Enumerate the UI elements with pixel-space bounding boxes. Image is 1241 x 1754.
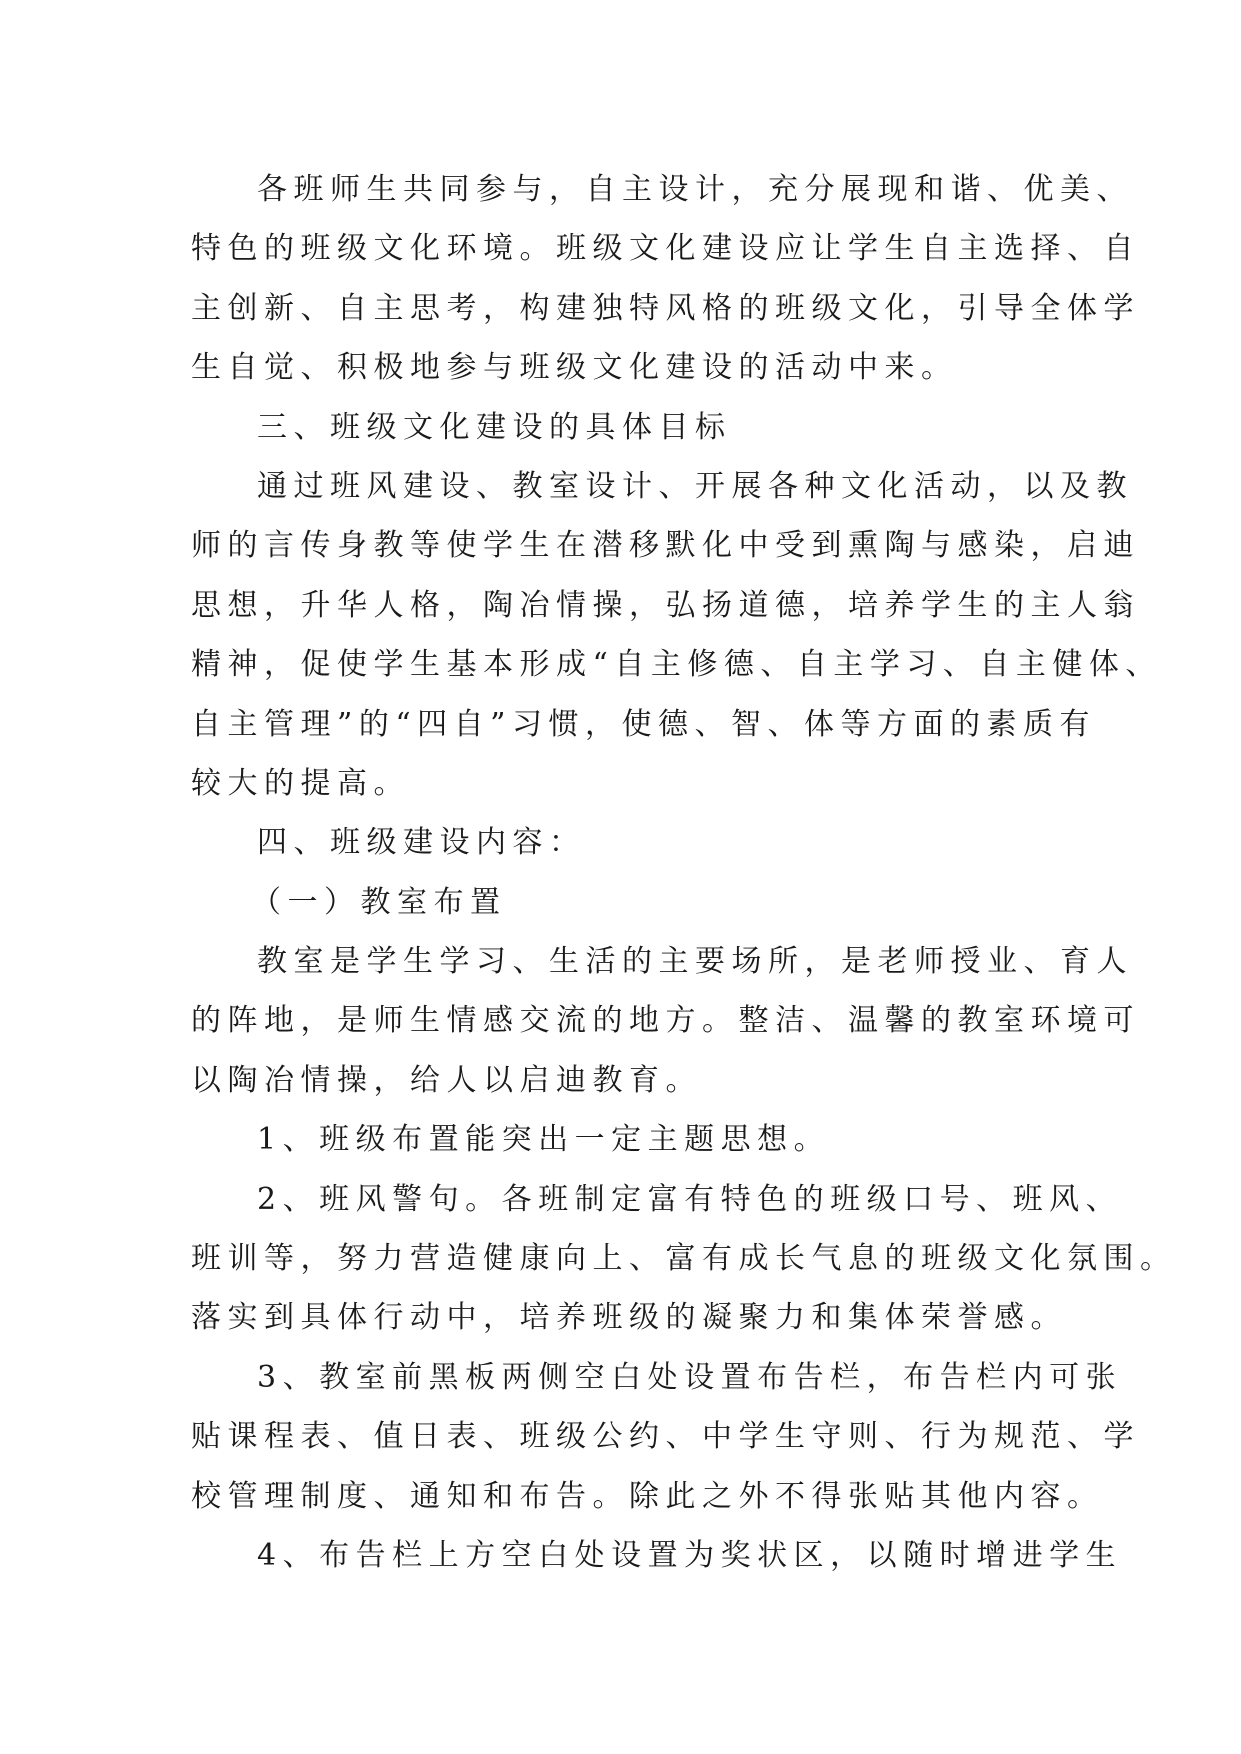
subsection-heading: （一）教室布置: [251, 884, 507, 920]
paragraph-line: 较大的提高。: [191, 765, 410, 801]
section-heading: 三、班级文化建设的具体目标: [257, 409, 732, 445]
paragraph-line: 校管理制度、通知和布告。除此之外不得张贴其他内容。: [191, 1478, 1104, 1514]
document-body: [191, 160, 1177, 1585]
paragraph-line: 精神，促使学生基本形成“自主修德、自主学习、自主健体、: [191, 647, 1162, 683]
list-item: 3、教室前黑板两侧空白处设置布告栏，布告栏内可张: [257, 1359, 1123, 1395]
paragraph-line: 特色的班级文化环境。班级文化建设应让学生自主选择、自: [191, 231, 1140, 267]
paragraph-line: 班训等，努力营造健康向上、富有成长气息的班级文化氛围。: [191, 1241, 1177, 1277]
paragraph-line: 落实到具体行动中，培养班级的凝聚力和集体荣誉感。: [191, 1300, 1067, 1336]
paragraph-line: 通过班风建设、教室设计、开展各种文化活动，以及教: [257, 468, 1133, 504]
paragraph-line: 各班师生共同参与，自主设计，充分展现和谐、优美、: [257, 172, 1133, 207]
paragraph-line: 师的言传身教等使学生在潜移默化中受到熏陶与感染，启迪: [191, 528, 1140, 564]
list-item: 4、布告栏上方空白处设置为奖状区，以随时增进学生: [257, 1537, 1123, 1573]
paragraph-line: 教室是学生学习、生活的主要场所，是老师授业、育人: [257, 944, 1133, 980]
list-item: 1、班级布置能突出一定主题思想。: [257, 1122, 831, 1158]
paragraph-line: 思想，升华人格，陶冶情操，弘扬道德，培养学生的主人翁: [191, 587, 1140, 623]
paragraph-line: 贴课程表、值日表、班级公约、中学生守则、行为规范、学: [191, 1419, 1140, 1455]
section-heading: 四、班级建设内容：: [257, 825, 586, 861]
paragraph-line: 自主管理”的“四自”习惯，使德、智、体等方面的素质有: [191, 706, 1097, 742]
list-item: 2、班风警句。各班制定富有特色的班级口号、班风、: [257, 1181, 1123, 1217]
paragraph-line: 的阵地，是师生情感交流的地方。整洁、温馨的教室环境可: [191, 1003, 1140, 1039]
paragraph-line: 生自觉、积极地参与班级文化建设的活动中来。: [191, 350, 958, 386]
paragraph-line: 以陶冶情操，给人以启迪教育。: [191, 1062, 702, 1098]
paragraph-line: 主创新、自主思考，构建独特风格的班级文化，引导全体学: [191, 290, 1140, 326]
